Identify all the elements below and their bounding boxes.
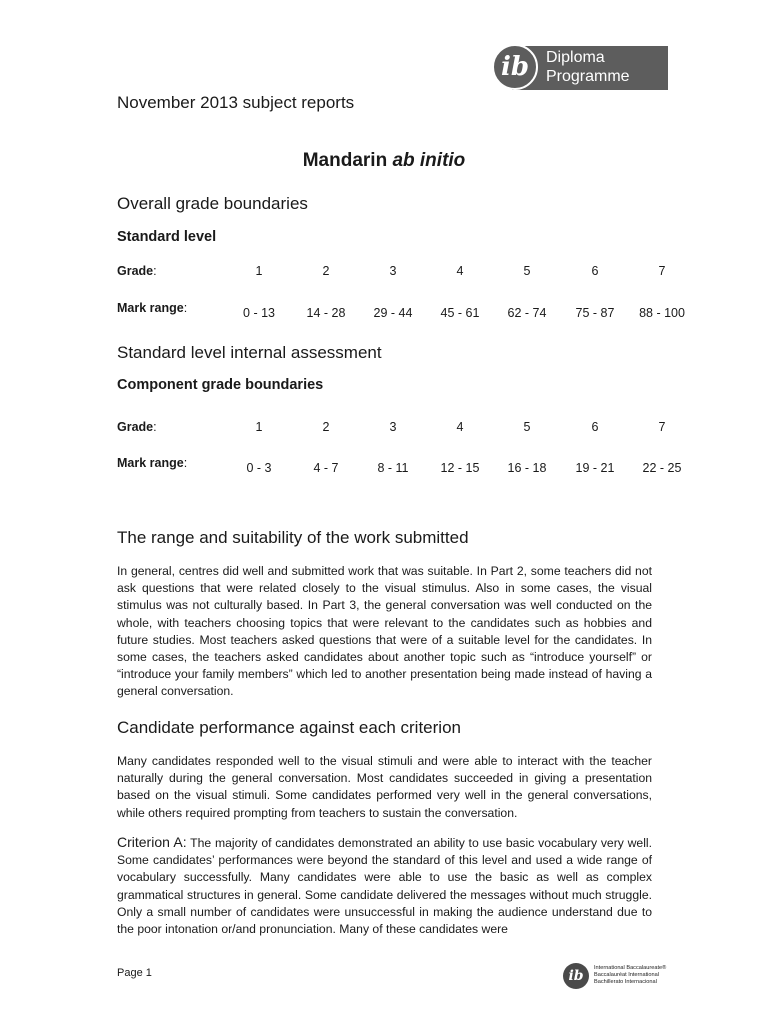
overall-range-cell: 75 - 87 [575,306,615,320]
page-number: Page 1 [117,967,152,979]
logo-line-programme: Programme [546,68,630,85]
internal-grade-cell: 6 [591,420,599,434]
ib-diploma-logo [492,44,670,94]
internal-grade-label: Grade: [117,420,157,434]
range-paragraph: In general, centres did well and submitted work that was suitable. In Part 2, some teachers did not ask questions that were related closely to the visual stimulus. Also in some cases, the visual stimulus was not culturally based. In Part 3, the general conversation was well conducted on the whole, with teachers choosing topics that were relevant to the candidates such as hobbies and future studies. Most teachers asked questions that were of a suitable level for the candidates. In some cases, the teachers asked candidates about another topic such as “introduce yourself” or “introduce your family members” which led to another presentation being made instead of having a general conversation. [117,564,652,699]
overall-grade-cell: 2 [322,264,330,278]
overall-range-cell: 62 - 74 [507,306,547,320]
internal-range-cell: 16 - 18 [507,461,547,475]
overall-range-cell: 45 - 61 [440,306,480,320]
internal-subheading: Component grade boundaries [117,377,324,393]
overall-range-cell: 88 - 100 [639,306,685,320]
title-main: Mandarin [302,150,393,171]
internal-range-cell: 12 - 15 [440,461,480,475]
internal-grade-cell: 3 [389,420,397,434]
overall-grade-cell: 4 [456,264,464,278]
footer-org-es: Bachillerato Internacional [594,979,657,985]
report-title: November 2013 subject reports [117,93,355,112]
internal-range-cell: 22 - 25 [642,461,682,475]
internal-grade-cell: 1 [255,420,263,434]
internal-range-cell: 8 - 11 [377,461,409,475]
ib-logo-mark: ib [492,44,538,90]
footer-org-names [594,965,666,986]
logo-text [546,48,630,86]
page-title [0,150,768,172]
internal-range-cell: 0 - 3 [246,461,272,475]
internal-grade-cell: 2 [322,420,330,434]
footer-logo-mark: ib [563,963,589,989]
range-heading: The range and suitability of the work submitted [117,528,469,547]
overall-range-cell: 0 - 13 [243,306,275,320]
overall-grade-cell: 3 [389,264,397,278]
title-italic: ab initio [392,150,466,171]
internal-range-cell: 4 - 7 [313,461,339,475]
internal-grade-cell: 5 [523,420,531,434]
footer-org-en: International Baccalaureate® [594,965,667,971]
internal-mark-label: Mark range: [117,456,188,470]
criterion-a-label: Criterion A: [117,834,187,850]
overall-grade-cell: 6 [591,264,599,278]
performance-heading: Candidate performance against each criterion [117,718,461,737]
ib-footer-logo [563,963,673,993]
internal-range-cell: 19 - 21 [575,461,615,475]
overall-grade-cell: 1 [255,264,263,278]
performance-paragraph: Many candidates responded well to the visual stimuli and were able to interact with the teacher naturally during the general conversation. Most candidates succeeded in giving a presentation based on the visual stimuli. Some candidates performed very well in the general conversations, while others required prompting from teachers to sustain the conversation. [117,754,652,820]
overall-grade-cell: 5 [523,264,531,278]
overall-level: Standard level [117,229,217,245]
overall-range-cell: 14 - 28 [306,306,346,320]
criterion-a-paragraph [117,834,652,938]
overall-heading: Overall grade boundaries [117,194,308,213]
internal-grade-cell: 7 [658,420,666,434]
internal-heading: Standard level internal assessment [117,343,382,362]
logo-line-diploma: Diploma [546,49,605,66]
footer-org-fr: Baccalauréat International [594,972,659,978]
overall-grade-cell: 7 [658,264,666,278]
internal-grade-cell: 4 [456,420,464,434]
overall-mark-label: Mark range: [117,301,188,315]
overall-range-cell: 29 - 44 [373,306,413,320]
overall-grade-label: Grade: [117,264,157,278]
criterion-a-text: The majority of candidates demonstrated an ability to use basic vocabulary very well. Some candidates’ performances were beyond the standard of this level and used a wide range of vocabulary successfully. Many candidates were able to use the basic as well as complex grammatical structures in general. Some candidate delivered the messages without much struggle. Only a small number of candidates were unsuccessful in making the audience understand due to the poor intonation or/and pronunciation. Many of these candidates were [117,836,652,937]
